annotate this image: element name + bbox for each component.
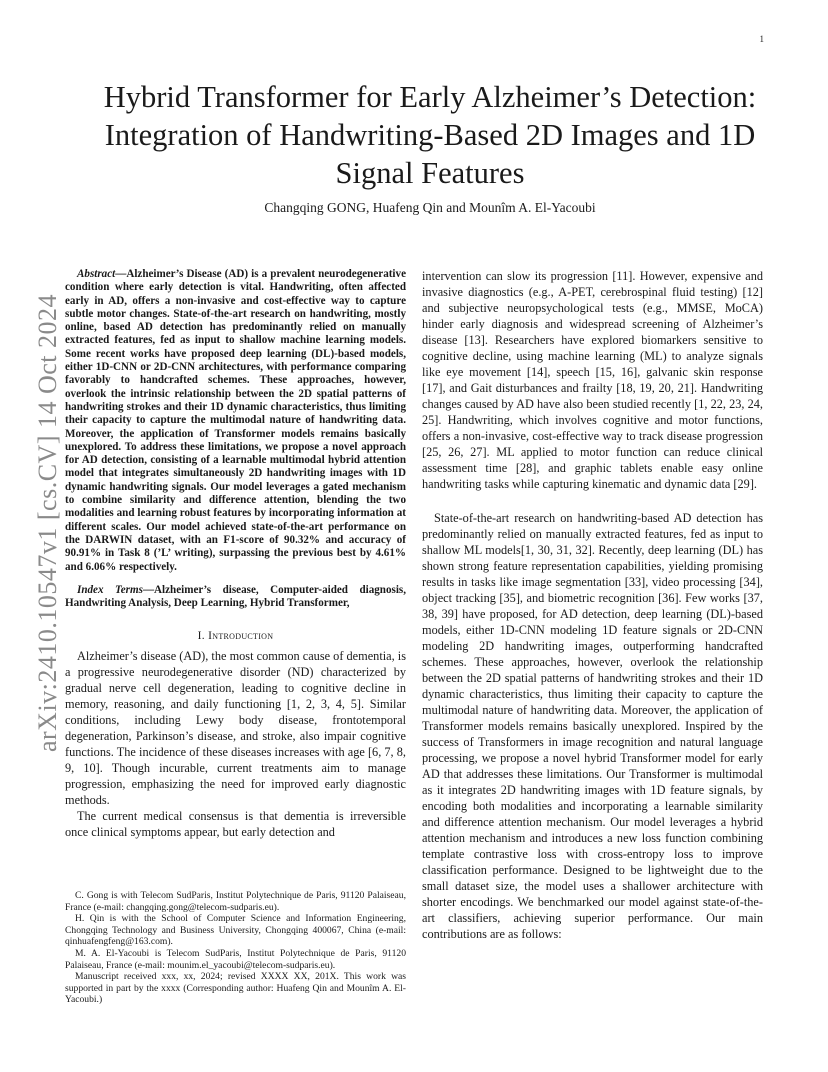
- intro-paragraph-4: State-of-the-art research on handwriting-based AD detection has predominantly relied on manually extracted features, fed as input to shallow ML models[1, 30, 31, 32]. Recently, deep learning (DL) has shown strong feature representation capabilities, yielding promising results in tasks like image segmentation [33], video processing [34], object tracking [35], and biometric recognition [36]. Few works [37, 38, 39] have proposed, for AD detection, deep learning (DL)-based models, either 1D-CNN modeling 1D feature signals or 2D-CNN modeling 2D handwriting images, outperforming handcrafted schemes. These approaches, however, overlook the relationship between the 2D spatial patterns of handwriting strokes and their 1D dynamic characteristics, thus limiting their capacity to capture the multimodal nature of handwriting data. Moreover, the application of Transformer models remains basically unexplored. Inspired by the success of Transformers in image recognition and natural language processing, we propose a novel hybrid Transformer model for early AD that addresses these limitations. Our Transformer is multimodal as it integrates 2D handwriting images with 1D feature signals, by encoding both modalities and incorporating a learnable similarity and difference attention mechanism. Our model leverages a hybrid attention mechanism and introduces a new loss function combining template contrastive loss with cross-entropy loss to improve classification performance. Designed to be lightweight due to the small dataset size, the model uses a shallower architecture with shorter encodings. We benchmarked our model against state-of-the-art classifiers, achieving superior performance. Our main contributions are as follows:: [422, 511, 763, 941]
- paper-title: Hybrid Transformer for Early Alzheimer’s Detection: Integration of Handwriting-Based 2D Images and 1D Signal Features: [103, 80, 757, 190]
- abstract: [65, 268, 406, 574]
- footnotes: [65, 890, 406, 1006]
- abstract-lead: Abstract: [77, 268, 116, 280]
- footnote-el-yacoubi: M. A. El-Yacoubi is Telecom SudParis, Institut Polytechnique de Paris, 91120 Palaiseau, France (e-mail: mounim.el_yacoubi@telecom-sudparis.eu).: [65, 947, 406, 971]
- section-heading-introduction: I. Introduction: [197, 630, 274, 643]
- index-terms: [65, 584, 406, 611]
- intro-paragraph-2: The current medical consensus is that dementia is irreversible once clinical symptoms appear, but early detection and: [65, 809, 406, 840]
- right-column: [422, 268, 763, 942]
- arxiv-identifier: arXiv:2410.10547v1 [cs.CV] 14 Oct 2024: [33, 293, 62, 753]
- intro-paragraph-3: intervention can slow its progression [11]. However, expensive and invasive diagnostics (e.g., A-PET, cerebrospinal fluid testing) [12] and subjective neuropsychological tests (e.g., MMSE, MoCA) hinder early diagnosis and widespread screening of Alzheimer’s disease [13]. Researchers have explored biomarkers sensitive to cognitive decline, using machine learning (ML) to analyze signals like eye movement [14], speech [15, 16], galvanic skin response [17], and Gait disturbances and frailty [18, 19, 20, 21]. Handwriting changes caused by AD have also been studied recently [1, 22, 23, 24, 25]. Handwriting, which involves cognitive and motor functions, offers a non-invasive, cost-effective way to track disease progression [25, 26, 27]. ML applied to motor function can reduce clinical assessment time [28], and graphic tablets enable easy online handwriting tasks while capturing kinematic and dynamic data [29].: [422, 269, 763, 491]
- author-list: Changqing GONG, Huafeng Qin and Mounîm A. El-Yacoubi: [264, 200, 596, 215]
- index-terms-lead: Index Terms: [77, 583, 143, 596]
- footnote-qin: H. Qin is with the School of Computer Science and Information Engineering, Chongqing Technology and Business University, Chongqing 400067, China (e-mail: qinhuafengfeng@163.com).: [65, 913, 406, 948]
- page-number: 1: [759, 34, 764, 44]
- intro-paragraph-1: Alzheimer’s disease (AD), the most common cause of dementia, is a progressive neurodegenerative disorder (ND) characterized by gradual nerve cell degeneration, leading to cognitive decline in memory, reasoning, and daily functioning [1, 2, 3, 4, 5]. Similar conditions, including Lewy body disease, frontotemporal degeneration, Parkinson’s disease, and stroke, also impair cognitive functions. The incidence of these diseases increases with age [6, 7, 8, 9, 10]. Though incurable, current treatments aim to manage progression, emphasizing the need for improved early diagnostic methods.: [65, 649, 406, 808]
- footnote-manuscript: Manuscript received xxx, xx, 2024; revised XXXX XX, 201X. This work was supported in part by the xxxx (Corresponding author: Huafeng Qin and Mounîm A. El-Yacoubi.): [65, 971, 406, 1006]
- index-terms-text: —Alzheimer’s disease, Computer-aided diagnosis, Handwriting Analysis, Deep Learning, Hybrid Transformer,: [65, 583, 406, 610]
- footnote-gong: C. Gong is with Telecom SudParis, Institut Polytechnique de Paris, 91120 Palaiseau, France (e-mail: changqing.gong@telecom-sudparis.eu).: [65, 890, 406, 913]
- abstract-text: —Alzheimer’s Disease (AD) is a prevalent neurodegenerative condition where early detection is vital. Handwriting, often affected early in AD, offers a non-invasive and cost-effective way to capture subtle motor changes. State-of-the-art research on handwriting, mostly online, based AD detection has predominantly relied on manually extracted features, fed as input to shallow machine learning models. Some recent works have proposed deep learning (DL)-based models, either 1D-CNN or 2D-CNN architectures, with performance comparing favorably to handcrafted schemes. These approaches, however, overlook the intrinsic relationship between the 2D spatial patterns of handwriting strokes and their 1D dynamic characteristics, thus limiting their capacity to capture the multimodal nature of handwriting data. Moreover, the application of Transformer models remains basically unexplored. To address these limitations, we propose a novel approach for AD detection, consisting of a learnable multimodal hybrid attention model that integrates simultaneously 2D handwriting images with 1D dynamic handwriting signals. Our model leverages a gated mechanism to combine similarity and difference attention, blending the two modalities and learning robust features by incorporating information at different scales. Our model achieved state-of-the-art performance on the DARWIN dataset, with an F1-score of 90.32% and accuracy of 90.91% in Task 8 (’L’ writing), surpassing the previous best by 4.61% and 6.06% respectively.: [65, 268, 406, 573]
- left-column: [65, 268, 406, 840]
